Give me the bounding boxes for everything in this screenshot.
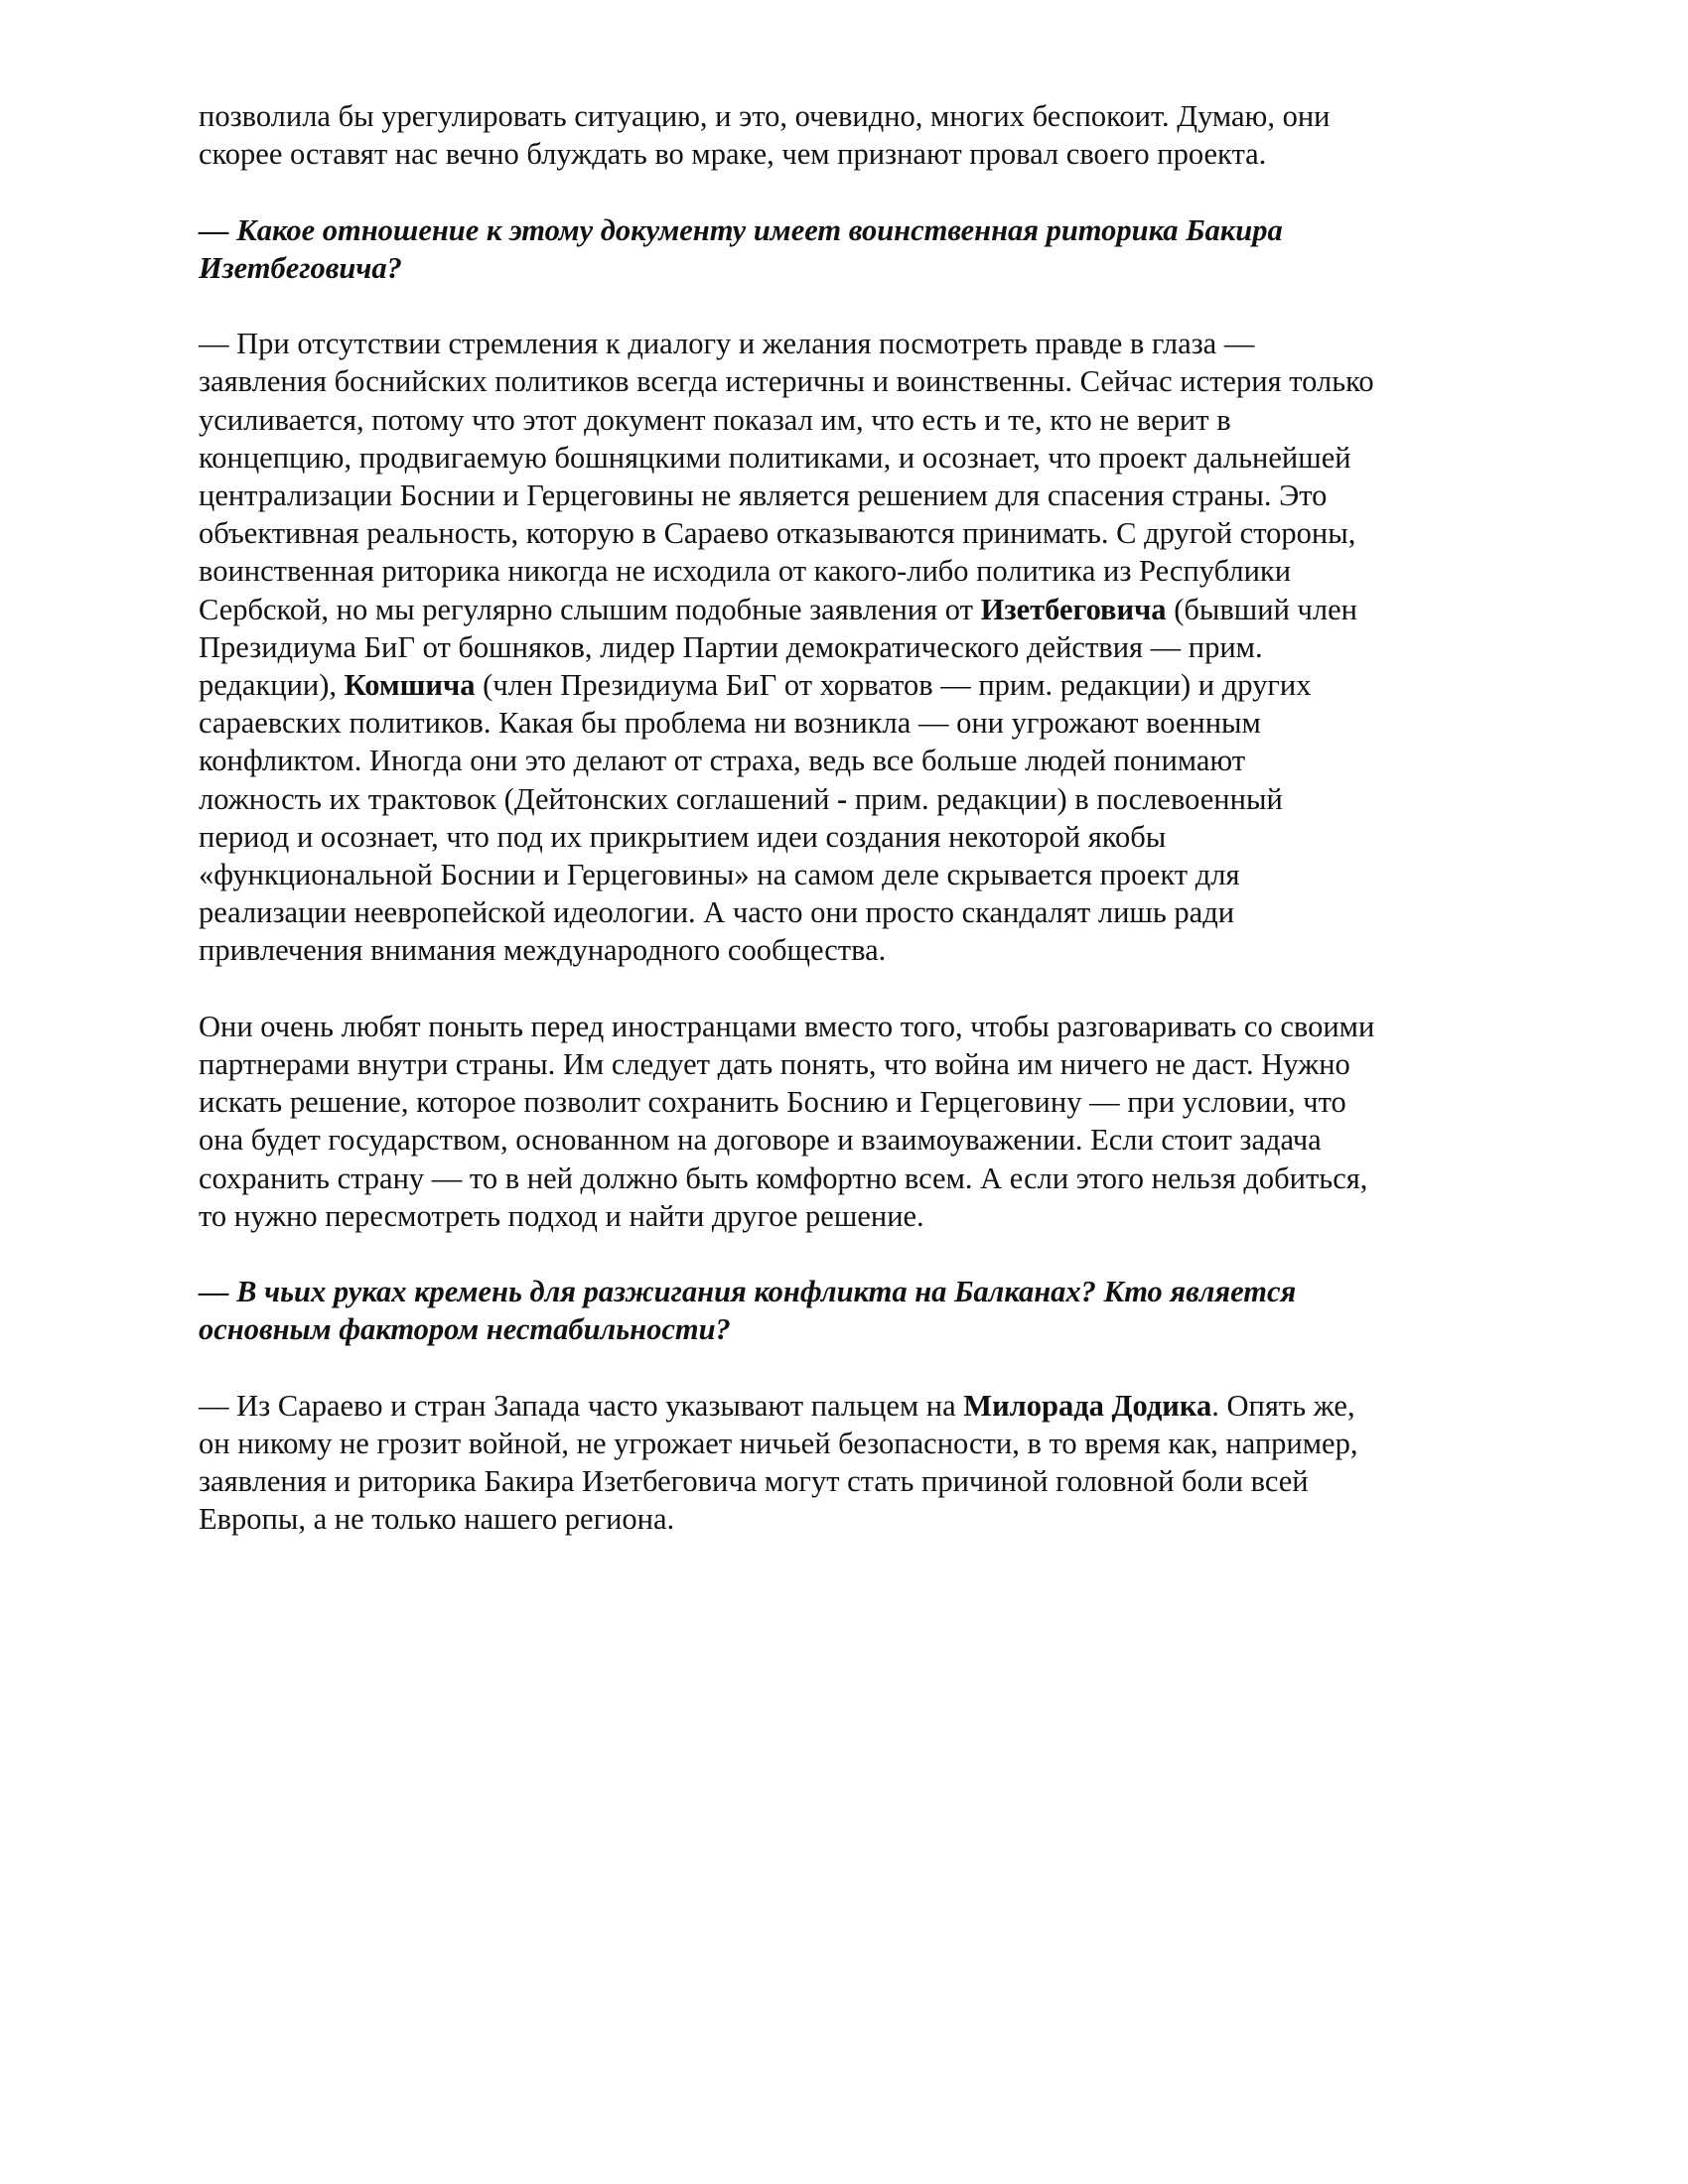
text-line <box>199 1008 1499 1045</box>
text-segment: партнерами внутри страны. Им следует дать понять, что война им ничего не даст. Нужно <box>199 1047 1350 1082</box>
text-segment: Европы, а не только нашего региона. <box>199 1502 675 1537</box>
text-segment: «функциональной Боснии и Герцеговины» на самом деле скрывается проект для <box>199 858 1240 892</box>
text-segment: реализации неевропейской идеологии. А часто они просто скандалят лишь ради <box>199 895 1235 930</box>
text-segment: (бывший член <box>1166 592 1357 626</box>
text-segment: период и осознает, что под их прикрытием идеи создания некоторой якобы <box>199 819 1167 854</box>
text-line <box>199 1387 1499 1425</box>
text-line <box>199 135 1499 173</box>
text-segment: заявления и риторика Бакира Изетбеговича могут стать причиной головной боли всей <box>199 1464 1309 1499</box>
bold-name: Изетбеговича <box>980 592 1167 626</box>
text-line <box>199 439 1499 477</box>
text-segment: объективная реальность, которую в Сараево отказываются принимать. С другой стороны, <box>199 516 1356 551</box>
text-line <box>199 211 1499 249</box>
text-segment: — При отсутствии стремления к диалогу и желания посмотреть правде в глаза — <box>199 327 1255 361</box>
bold-name: Милорада Додика <box>963 1388 1212 1423</box>
text-segment: . Опять же, <box>1211 1388 1355 1423</box>
text-line <box>199 97 1499 135</box>
text-segment: концепцию, продвигаемую бошняцкими политиками, и осознает, что проект дальнейшей <box>199 440 1351 475</box>
text-line <box>199 931 1499 969</box>
text-line <box>199 628 1499 666</box>
text-segment: она будет государством, основанном на договоре и взаимоуважении. Если стоит задача <box>199 1123 1322 1158</box>
text-line <box>199 1462 1499 1500</box>
text-line <box>199 591 1499 628</box>
text-segment: — Из Сараево и стран Запада часто указывают пальцем на <box>199 1388 964 1423</box>
text-segment: заявления боснийских политиков всегда истеричны и воинственны. Сейчас истерия только <box>199 364 1374 399</box>
text-segment: привлечения внимания международного сообщества. <box>199 933 887 968</box>
text-line <box>199 856 1499 893</box>
text-line <box>199 704 1499 742</box>
text-line <box>199 818 1499 856</box>
text-segment: — Какое отношение к этому документу имеет воинственная риторика Бакира <box>199 212 1283 247</box>
document-page <box>199 97 1499 1576</box>
interview-answer <box>199 1387 1499 1539</box>
text-segment: позволила бы урегулировать ситуацию, и это, очевидно, многих беспокоит. Думаю, они <box>199 99 1331 133</box>
bold-name: - <box>837 781 848 816</box>
text-segment: прим. редакции) в послевоенный <box>847 781 1283 816</box>
text-segment: Президиума БиГ от бошняков, лидер Партии демократического действия — прим. <box>199 629 1263 664</box>
text-segment: скорее оставят нас вечно блуждать во мраке, чем признают провал своего проекта. <box>199 137 1267 172</box>
text-line <box>199 1273 1499 1310</box>
text-line <box>199 1500 1499 1538</box>
text-segment: конфликтом. Иногда они это делают от страха, ведь все больше людей понимают <box>199 744 1246 778</box>
text-line <box>199 249 1499 287</box>
text-segment: он никому не грозит войной, не угрожает ничьей безопасности, в то время как, например, <box>199 1427 1358 1461</box>
text-segment: основным фактором нестабильности? <box>199 1312 731 1347</box>
text-line <box>199 1083 1499 1121</box>
text-line <box>199 1121 1499 1159</box>
text-line <box>199 477 1499 514</box>
text-segment: искать решение, которое позволит сохранить Боснию и Герцеговину — при условии, что <box>199 1085 1346 1120</box>
text-line <box>199 1045 1499 1083</box>
text-line <box>199 1160 1499 1197</box>
text-line <box>199 514 1499 552</box>
text-line <box>199 1197 1499 1235</box>
text-segment: (член Президиума БиГ от хорватов — прим. редакции) и других <box>475 668 1312 703</box>
text-line <box>199 780 1499 818</box>
text-segment: сохранить страну — то в ней должно быть комфортно всем. А если этого нельзя добиться, <box>199 1160 1368 1195</box>
text-line <box>199 666 1499 704</box>
text-segment: воинственная риторика никогда не исходила от какого-либо политика из Республики <box>199 554 1292 589</box>
text-segment: Изетбеговича? <box>199 250 402 285</box>
text-line <box>199 1310 1499 1348</box>
interview-answer <box>199 97 1499 173</box>
text-segment: — В чьих руках кремень для разжигания конфликта на Балканах? Кто является <box>199 1275 1297 1309</box>
text-segment: Они очень любят поныть перед иностранцами вместо того, чтобы разговаривать со своими <box>199 1009 1375 1043</box>
text-segment: редакции), <box>199 668 345 703</box>
text-segment: то нужно пересмотреть подход и найти другое решение. <box>199 1198 924 1233</box>
text-line <box>199 325 1499 362</box>
text-line <box>199 893 1499 931</box>
text-segment: сараевских политиков. Какая бы проблема ни возникла — они угрожают военным <box>199 706 1261 741</box>
interview-answer <box>199 325 1499 969</box>
interview-question <box>199 211 1499 287</box>
text-line <box>199 742 1499 779</box>
text-segment: централизации Боснии и Герцеговины не является решением для спасения страны. Это <box>199 478 1328 512</box>
text-line <box>199 552 1499 590</box>
interview-answer <box>199 1008 1499 1235</box>
text-segment: усиливается, потому что этот документ показал им, что есть и те, кто не верит в <box>199 402 1231 437</box>
text-line <box>199 1425 1499 1462</box>
text-line <box>199 401 1499 439</box>
text-segment: Сербской, но мы регулярно слышим подобные заявления от <box>199 592 981 626</box>
text-segment: ложность их трактовок (Дейтонских соглашений <box>199 781 838 816</box>
interview-question <box>199 1273 1499 1348</box>
text-line <box>199 362 1499 400</box>
bold-name: Комшича <box>344 668 476 703</box>
